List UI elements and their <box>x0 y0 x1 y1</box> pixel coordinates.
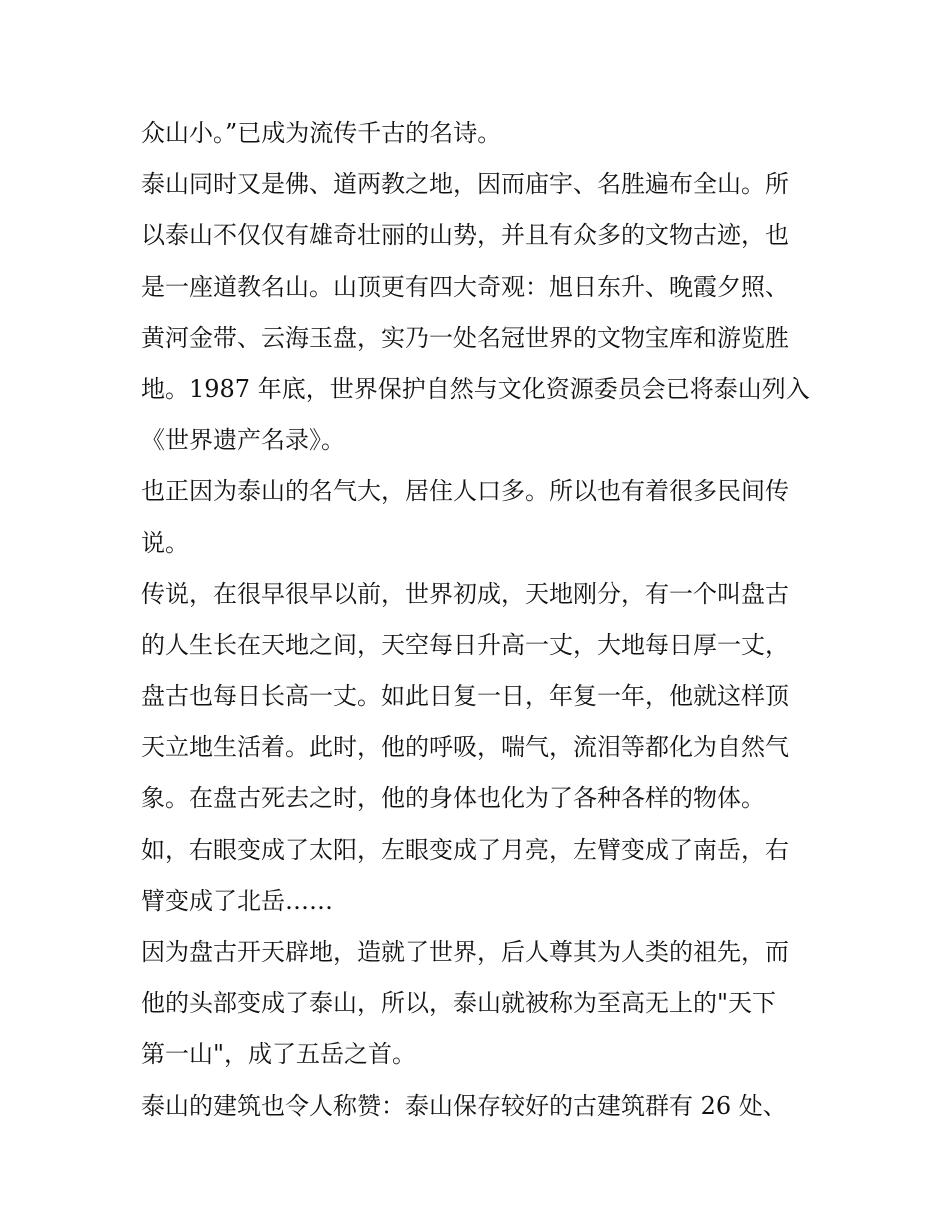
text-line: 臂变成了北岳…… <box>141 886 333 915</box>
text-line: 传说，在很早很早以前，世界初成，天地刚分，有一个叫盘古 <box>141 579 789 608</box>
text-line: 说。 <box>141 528 189 557</box>
text-line: 众山小。”已成为流传千古的名诗。 <box>141 119 502 147</box>
text-line: 第一山"，成了五岳之首。 <box>141 1040 417 1069</box>
text-line: 黄河金带、云海玉盘，实乃一处名冠世界的文物宝库和游览胜 <box>141 323 789 352</box>
document-body <box>141 108 821 1132</box>
text-line: 象。在盘古死去之时，他的身体也化为了各种各样的物体。 <box>141 784 765 813</box>
text-line: 也正因为泰山的名气大，居住人口多。所以也有着很多民间传 <box>141 477 789 506</box>
text-line: 天立地生活着。此时，他的呼吸，喘气，流泪等都化为自然气 <box>141 733 789 762</box>
text-line: 如，右眼变成了太阳，左眼变成了月亮，左臂变成了南岳，右 <box>141 835 789 864</box>
text-line: 盘古也每日长高一丈。如此日复一日，年复一年，他就这样顶 <box>141 682 789 711</box>
text-line: 泰山的建筑也令人称赞：泰山保存较好的古建筑群有 26 处、 <box>141 1091 787 1120</box>
text-line: 的人生长在天地之间，天空每日升高一丈，大地每日厚一丈， <box>141 630 789 659</box>
text-line: 泰山同时又是佛、道两教之地，因而庙宇、名胜遍布全山。所 <box>141 170 789 199</box>
text-line: 是一座道教名山。山顶更有四大奇观：旭日东升、晚霞夕照、 <box>141 272 789 301</box>
text-line: 《世界遗产名录》。 <box>141 426 345 455</box>
text-line: 以泰山不仅仅有雄奇壮丽的山势，并且有众多的文物古迹，也 <box>141 221 789 250</box>
text-line: 地。1987 年底，世界保护自然与文化资源委员会已将泰山列入 <box>141 374 810 403</box>
text-line: 他的头部变成了泰山，所以，泰山就被称为至高无上的"天下 <box>141 989 777 1018</box>
text-line: 因为盘古开天辟地，造就了世界，后人尊其为人类的祖先，而 <box>141 938 789 966</box>
